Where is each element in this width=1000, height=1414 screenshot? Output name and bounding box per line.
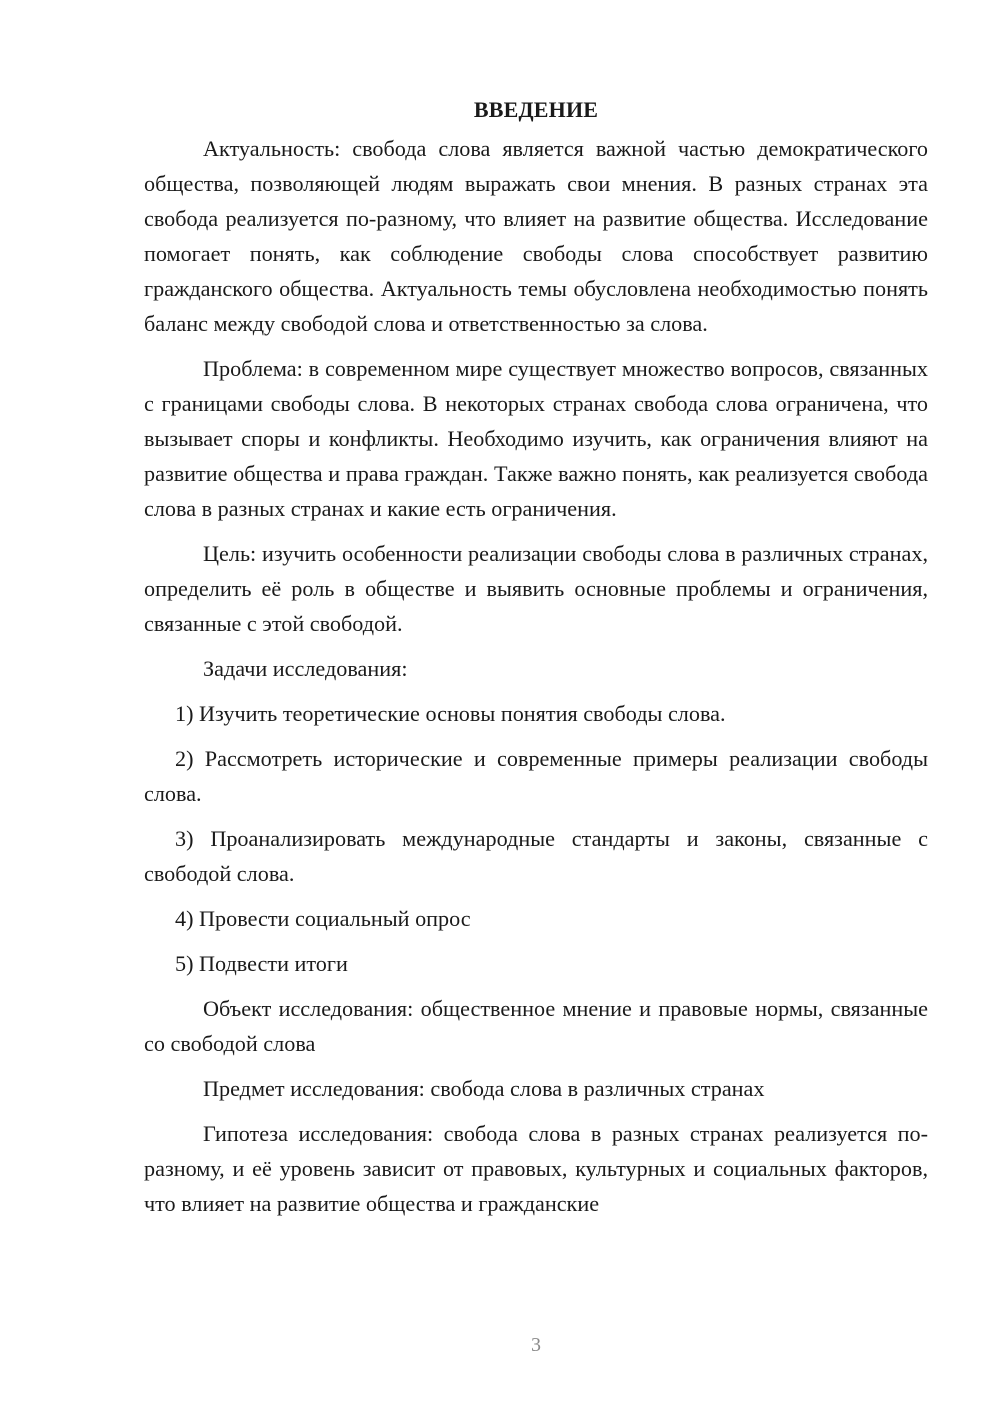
- paragraph-tasks-heading: Задачи исследования:: [203, 656, 408, 681]
- task-item: 3) Проанализировать международные стандарты и законы, связанные с свободой слова.: [144, 826, 928, 886]
- page-title: ВВЕДЕНИЕ: [473, 97, 599, 122]
- task-item: 4) Провести социальный опрос: [175, 906, 471, 931]
- paragraph-relevance: Актуальность: свобода слова является важной частью демократического общества, позволяющей людям выражать свои мнения. В разных странах эта свобода реализуется по-разному, что влияет на развитие общества. Исследование помогает понять, как соблюдение свободы слова способствует развитию гражданского общества. Актуальность темы обусловлена необходимостью понять баланс между свободой слова и ответственностью за слова.: [144, 136, 928, 336]
- document-body: [144, 92, 928, 1221]
- paragraph-hypothesis: Гипотеза исследования: свобода слова в разных странах реализуется по-разному, и её уровень зависит от правовых, культурных и социальных факторов, что влияет на развитие общества и гражданские: [144, 1121, 928, 1216]
- task-item: 2) Рассмотреть исторические и современные примеры реализации свободы слова.: [144, 746, 928, 806]
- paragraph-goal: Цель: изучить особенности реализации свободы слова в различных странах, определить её роль в обществе и выявить основные проблемы и ограничения, связанные с этой свободой.: [144, 541, 928, 636]
- paragraph-object: Объект исследования: общественное мнение и правовые нормы, связанные со свободой слова: [144, 996, 928, 1056]
- page-number: 3: [531, 1334, 541, 1356]
- task-item: 1) Изучить теоретические основы понятия свободы слова.: [175, 701, 726, 726]
- task-item: 5) Подвести итоги: [175, 951, 348, 976]
- paragraph-subject: Предмет исследования: свобода слова в различных странах: [203, 1076, 765, 1101]
- paragraph-problem: Проблема: в современном мире существует множество вопросов, связанных с границами свободы слова. В некоторых странах свобода слова ограничена, что вызывает споры и конфликты. Необходимо изучить, как ограничения влияют на развитие общества и права граждан. Также важно понять, как реализуется свобода слова в разных странах и какие есть ограничения.: [144, 356, 928, 521]
